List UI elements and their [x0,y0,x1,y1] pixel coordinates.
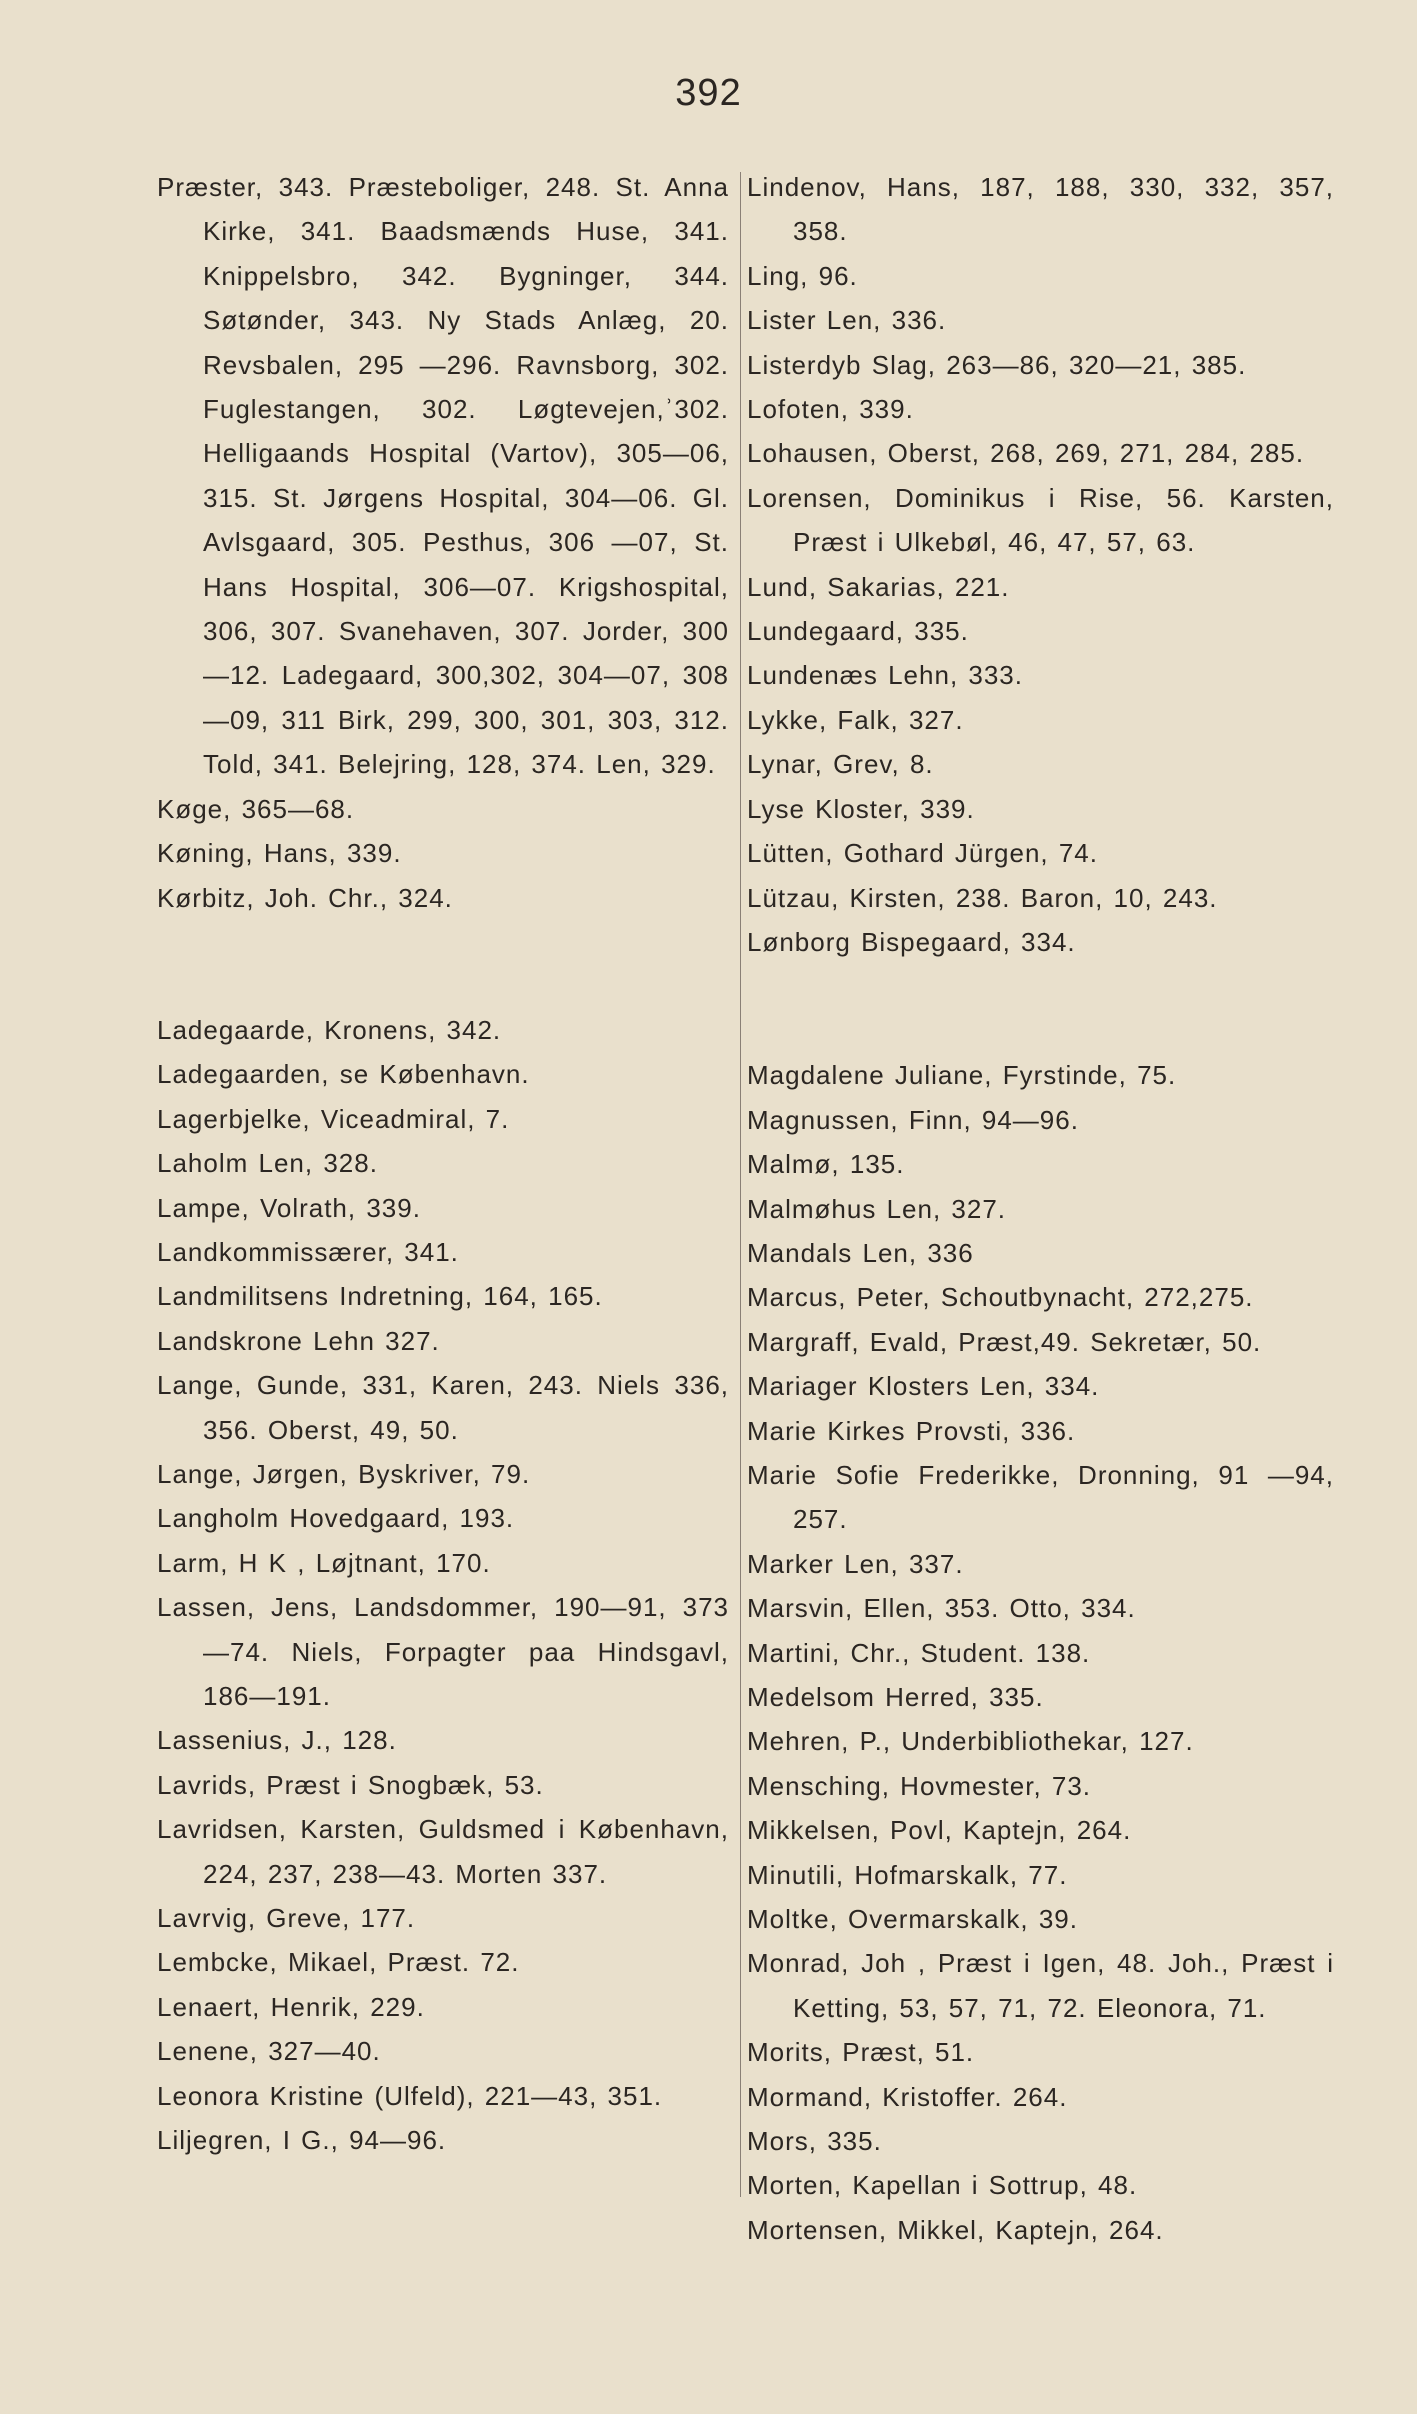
index-entry: Malmø, 135. [747,1149,905,1180]
page-number: 392 [675,72,742,114]
index-entry: Medelsom Herred, 335. [747,1682,1044,1712]
index-entry: Lund, Sakarias, 221. [747,571,1010,602]
index-entry: Mariager Klosters Len, 334. [747,1371,1100,1402]
index-entry: Ling, 96. [747,260,858,291]
index-group [157,1008,729,2163]
index-entry: Landmilitsens Indretning, 164, 165. [157,1281,603,1312]
index-entry: Lyse Kloster, 339. [747,793,975,824]
index-entry: Monrad, Joh , Præst i Igen, 48. Joh., Præst i Ketting, 53, 57, 71, 72. Eleonora, 71. [747,1948,1334,2023]
index-entry: Marie Kirkes Provsti, 336. [747,1415,1076,1446]
index-entry: Lofoten, 339. [747,394,914,425]
index-entry: Lagerbjelke, Viceadmiral, 7. [157,1103,510,1134]
index-entry: Mandals Len, 336 [747,1237,974,1268]
index-entry: Morits, Præst, 51. [747,2037,975,2068]
index-group [747,1053,1334,2252]
right-column [747,165,1334,2252]
section-gap [157,920,729,1008]
index-entry: Marie Sofie Frederikke, Dronning, 91 —94, 257. [747,1459,1334,1535]
index-entry: Lenaert, Henrik, 229. [157,1991,425,2022]
index-entry: Magnussen, Finn, 94—96. [747,1104,1079,1135]
index-entry: Martini, Chr., Student. 138. [747,1637,1091,1668]
index-entry: Lundenæs Lehn, 333. [747,660,1023,691]
index-entry: Leonora Kristine (Ulfeld), 221—43, 351. [157,2080,663,2111]
section-gap [747,964,1334,1053]
index-entry: Lavrvig, Greve, 177. [157,1903,416,1934]
index-entry: Lindenov, Hans, 187, 188, 330, 332, 357, 358. [747,172,1334,247]
index-entry: Mensching, Hovmester, 73. [747,1770,1092,1801]
index-entry: Lützau, Kirsten, 238. Baron, 10, 243. [747,882,1218,913]
index-entry: Langholm Hovedgaard, 193. [157,1503,515,1534]
index-entry: Listerdyb Slag, 263—86, 320—21, 385. [747,349,1247,380]
index-entry: Køning, Hans, 339. [157,838,402,869]
index-group [157,165,729,920]
index-entry: Ladegaarde, Kronens, 342. [157,1014,502,1045]
index-entry: Lavridsen, Karsten, Guldsmed i København, 224, 237, 238—43. Morten 337. [157,1814,729,1889]
index-entry: Landkommissærer, 341. [157,1236,459,1267]
index-entry: Køge, 365—68. [157,793,355,824]
index-entry: Lorensen, Dominikus i Rise, 56. Karsten, Præst i Ulkebøl, 46, 47, 57, 63. [747,482,1334,558]
index-entry: Kørbitz, Joh. Chr., 324. [157,882,453,913]
index-entry: Mormand, Kristoffer. 264. [747,2081,1068,2112]
index-entry: Ladegaarden, se København. [157,1059,530,1090]
index-entry: Lange, Jørgen, Byskriver, 79. [157,1458,531,1489]
index-entry: Lønborg Bispegaard, 334. [747,926,1076,957]
index-entry: Mehren, P., Underbibliothekar, 127. [747,1726,1194,1757]
index-entry: Laholm Len, 328. [157,1148,378,1179]
index-entry: Larm, H K , Løjtnant, 170. [157,1547,491,1578]
index-entry: Marker Len, 337. [747,1548,964,1579]
index-entry: Margraff, Evald, Præst,49. Sekretær, 50. [747,1326,1262,1357]
index-entry: Mikkelsen, Povl, Kaptejn, 264. [747,1815,1132,1846]
index-entry: Lange, Gunde, 331, Karen, 243. Niels 336, 356. Oberst, 49, 50. [157,1370,729,1445]
index-entry: Lister Len, 336. [747,305,947,336]
index-entry: Moltke, Overmarskalk, 39. [747,1904,1078,1935]
index-entry: Lykke, Falk, 327. [747,704,964,735]
index-entry: Lampe, Volrath, 339. [157,1192,421,1223]
index-group [747,165,1334,964]
left-column [157,165,729,2162]
column-divider [740,172,741,2197]
index-entry: Morten, Kapellan i Sottrup, 48. [747,2170,1138,2201]
index-entry: Liljegren, I G., 94—96. [157,2125,447,2156]
index-entry: Præster, 343. Præsteboliger, 248. St. Anna Kirke, 341. Baadsmænds Huse, 341. Knippelsbro, 342. Bygninger, 344. Søtønder, 343. Ny Stads Anlæg, 20. Revsbalen, 295 —296. Ravnsborg, 302. Fuglestangen, 302. Løgtevejen,ʾ302. Helligaands Hospital (Vartov), 305—06, 315. St. Jørgens Hospital, 304—06. Gl. Avlsgaard, 305. Pesthus, 306 —07, St. Hans Hospital, 306—07. Krigshospital, 306, 307. Svanehaven, 307. Jorder, 300—12. Ladegaard, 300,302, 304—07, 308—09, 311 Birk, 299, 300, 301, 303, 312. Told, 341. Belejring, 128, 374. Len, 329. [157,172,729,780]
index-entry: Lütten, Gothard Jürgen, 74. [747,838,1098,869]
index-entry: Lavrids, Præst i Snogbæk, 53. [157,1769,544,1800]
index-entry: Mortensen, Mikkel, Kaptejn, 264. [747,2214,1164,2245]
index-entry: Lundegaard, 335. [747,616,969,647]
index-entry: Landskrone Lehn 327. [157,1325,440,1356]
index-entry: Mors, 335. [747,2126,882,2157]
index-entry: Lembcke, Mikael, Præst. 72. [157,1947,520,1978]
index-entry: Magdalene Juliane, Fyrstinde, 75. [747,1060,1177,1091]
index-entry: Lenene, 327—40. [157,2036,381,2067]
index-entry: Lohausen, Oberst, 268, 269, 271, 284, 285. [747,438,1305,469]
index-entry: Minutili, Hofmarskalk, 77. [747,1859,1068,1890]
index-entry: Marcus, Peter, Schoutbynacht, 272,275. [747,1282,1254,1313]
index-entry: Marsvin, Ellen, 353. Otto, 334. [747,1593,1136,1624]
index-entry: Malmøhus Len, 327. [747,1193,1007,1224]
index-entry: Lynar, Grev, 8. [747,749,934,780]
index-entry: Lassen, Jens, Landsdommer, 190—91, 373—74. Niels, Forpagter paa Hindsgavl, 186—191. [157,1592,729,1711]
index-entry: Lassenius, J., 128. [157,1725,397,1756]
